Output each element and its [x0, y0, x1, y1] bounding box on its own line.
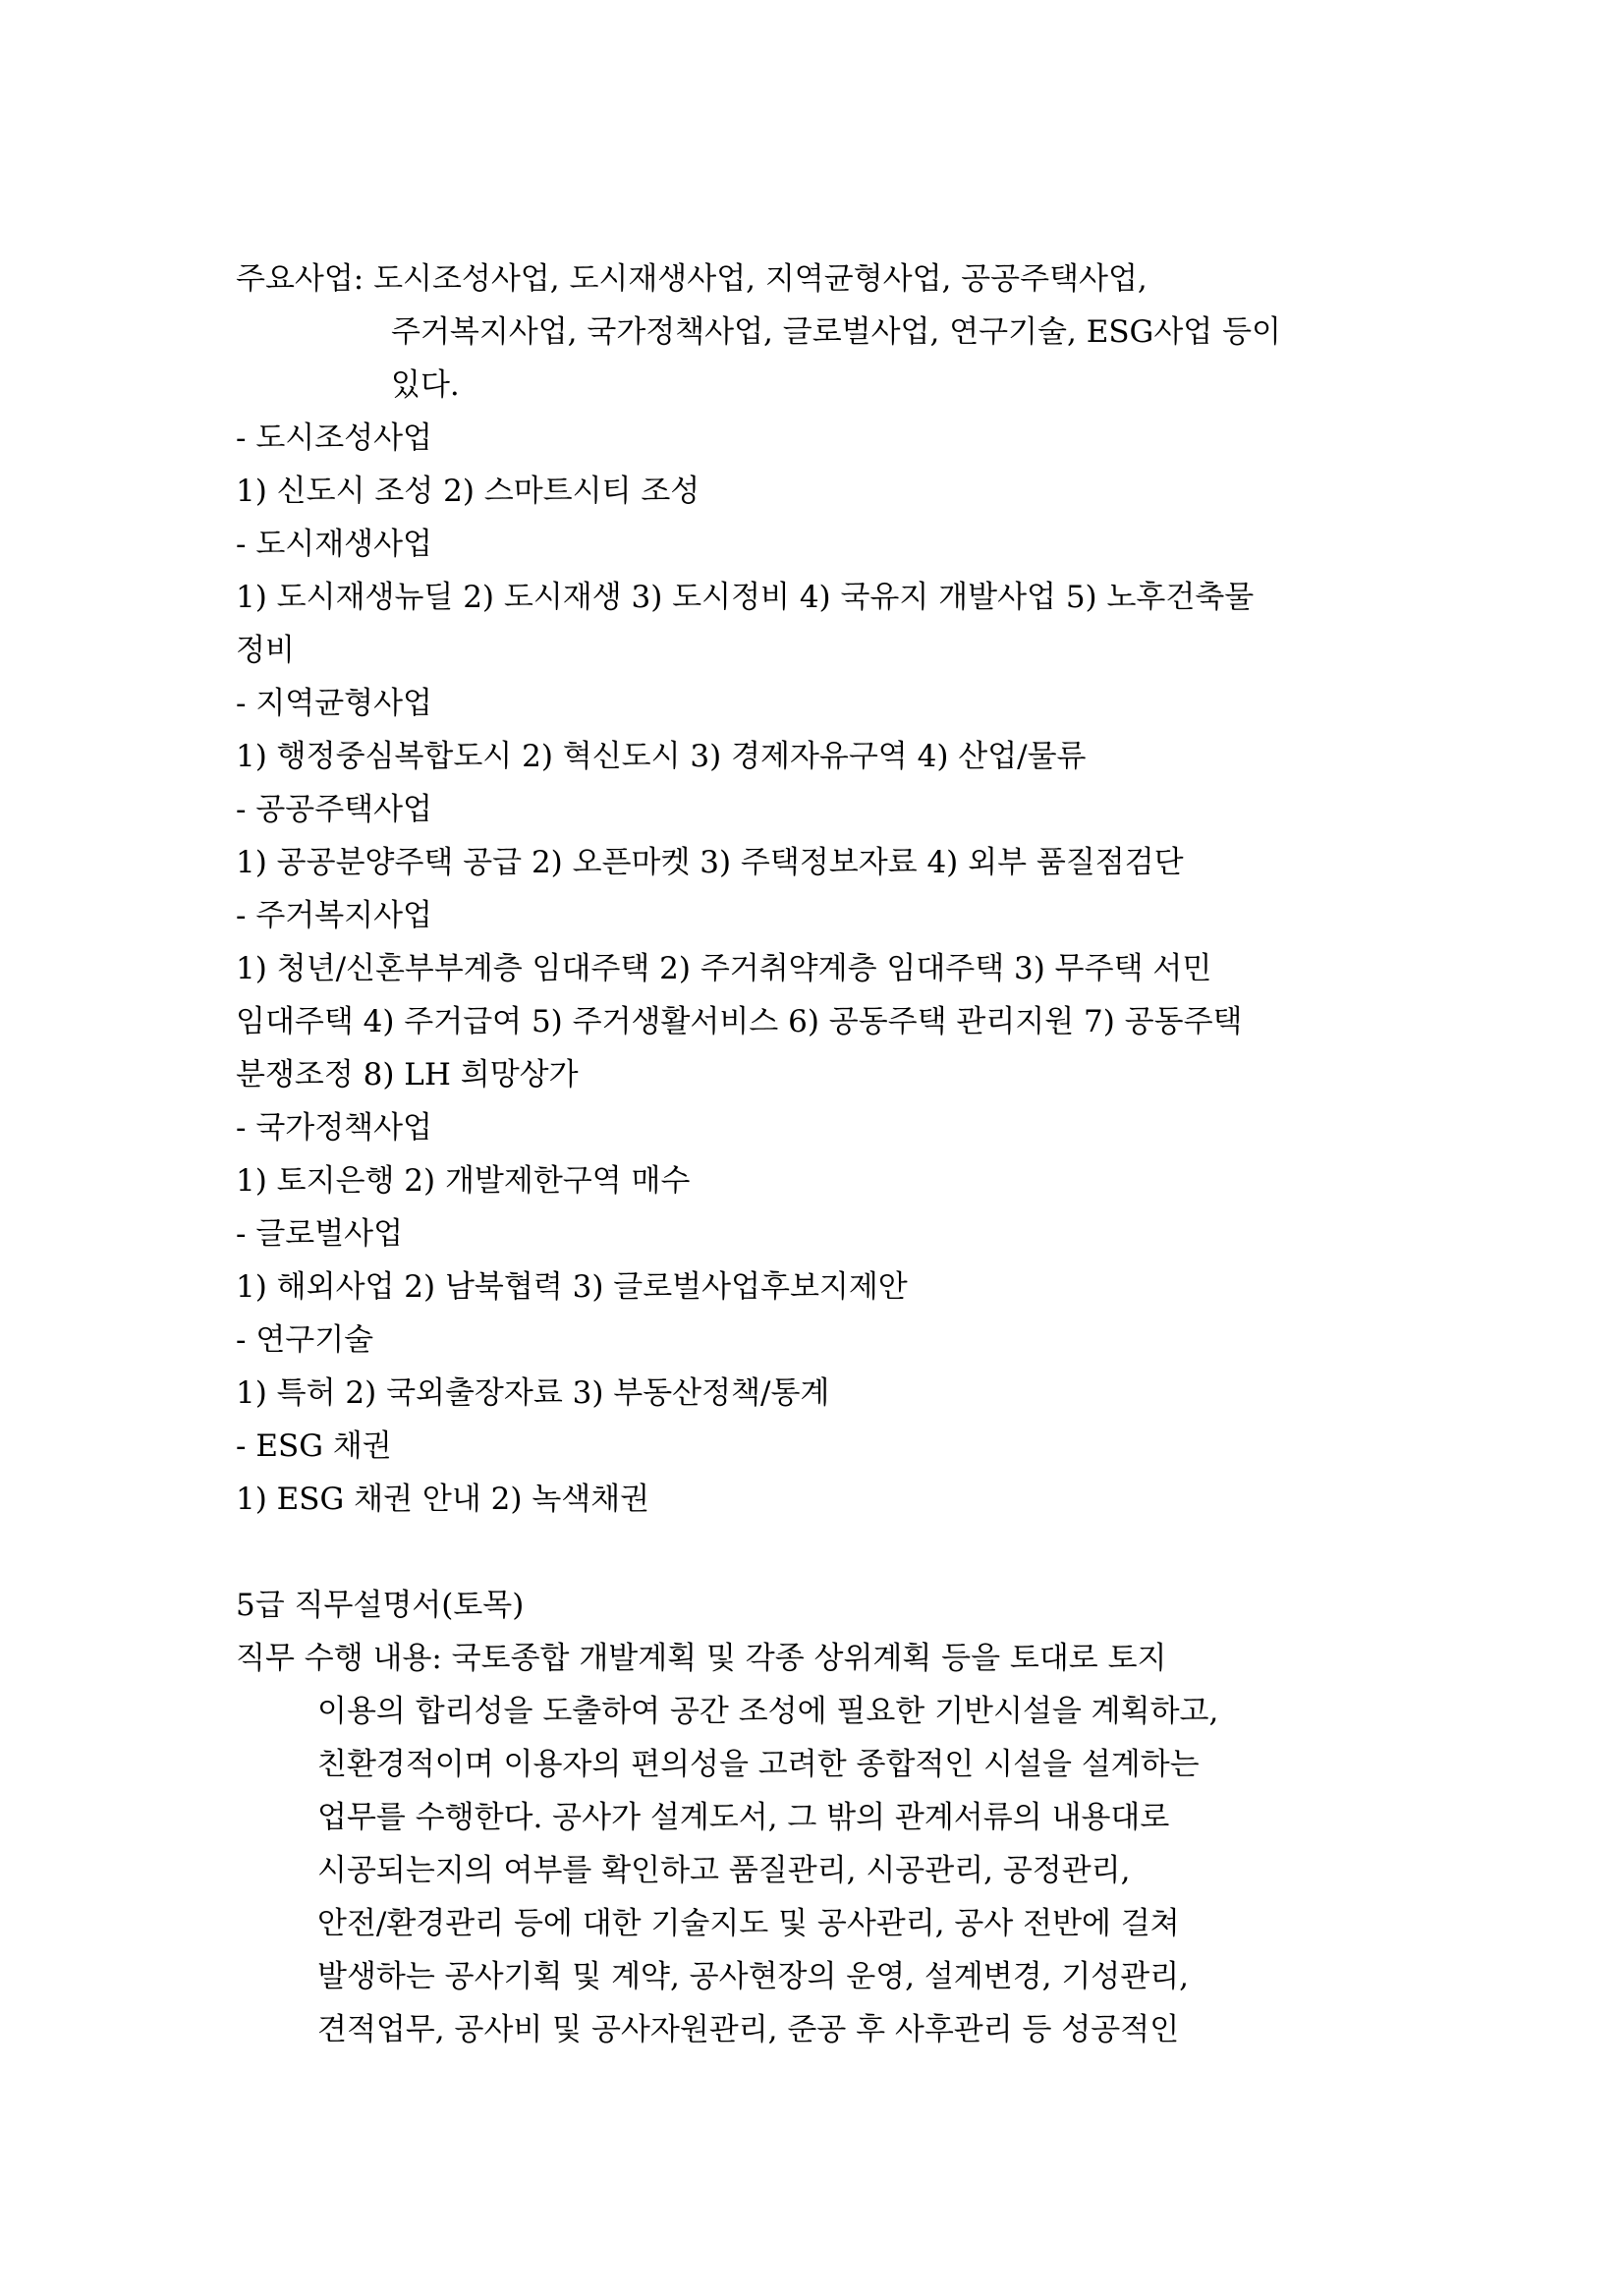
job-description-line: 발생하는 공사기획 및 계약, 공사현장의 운영, 설계변경, 기성관리,	[317, 1959, 1189, 1994]
section-heading: - 국가정책사업	[236, 1110, 433, 1146]
main-business-line: 주요사업: 도시조성사업, 도시재생사업, 지역균형사업, 공공주택사업,	[236, 261, 1148, 297]
section-heading: - 도시조성사업	[236, 420, 433, 456]
section-heading: - 주거복지사업	[236, 898, 433, 933]
job-description-line: 직무 수행 내용: 국토종합 개발계획 및 각종 상위계획 등을 토대로 토지	[236, 1641, 1167, 1676]
section-heading: - 연구기술	[236, 1322, 374, 1358]
job-description-line: 시공되는지의 여부를 확인하고 품질관리, 시공관리, 공정관리,	[317, 1853, 1131, 1888]
job-description-line: 안전/환경관리 등에 대한 기술지도 및 공사관리, 공사 전반에 걸쳐	[317, 1906, 1180, 1941]
list-item: 정비	[236, 633, 295, 668]
main-business-line: 있다.	[391, 367, 460, 403]
job-description-line: 친환경적이며 이용자의 편의성을 고려한 종합적인 시설을 설계하는	[317, 1747, 1200, 1782]
list-item: 1) 토지은행 2) 개발제한구역 매수	[236, 1163, 691, 1199]
job-description-title: 5급 직무설명서(토목)	[236, 1588, 525, 1623]
list-item: 1) 신도시 조성 2) 스마트시티 조성	[236, 474, 700, 509]
section-heading: - 지역균형사업	[236, 686, 433, 721]
list-item: 1) ESG 채권 안내 2) 녹색채권	[236, 1482, 650, 1517]
list-item: 1) 해외사업 2) 남북협력 3) 글로벌사업후보지제안	[236, 1269, 908, 1305]
list-item: 1) 특허 2) 국외출장자료 3) 부동산정책/통계	[236, 1375, 830, 1411]
section-heading: - 공공주택사업	[236, 792, 433, 827]
list-item: 1) 행정중심복합도시 2) 혁신도시 3) 경제자유구역 4) 산업/물류	[236, 739, 1087, 774]
list-item: 1) 도시재생뉴딜 2) 도시재생 3) 도시정비 4) 국유지 개발사업 5) 노후건축물	[236, 580, 1255, 615]
list-item: 임대주택 4) 주거급여 5) 주거생활서비스 6) 공동주택 관리지원 7) 공동주택	[236, 1004, 1243, 1039]
job-description-line: 업무를 수행한다. 공사가 설계도서, 그 밖의 관계서류의 내용대로	[317, 1800, 1170, 1835]
section-heading: - 도시재생사업	[236, 527, 433, 562]
section-heading: - 글로벌사업	[236, 1216, 404, 1252]
list-item: 1) 청년/신혼부부계층 임대주택 2) 주거취약계층 임대주택 3) 무주택 서민	[236, 951, 1212, 986]
job-description-line: 견적업무, 공사비 및 공사자원관리, 준공 후 사후관리 등 성공적인	[317, 2012, 1180, 2047]
section-heading: - ESG 채권	[236, 1428, 392, 1464]
main-business-line: 주거복지사업, 국가정책사업, 글로벌사업, 연구기술, ESG사업 등이	[391, 314, 1281, 350]
list-item: 1) 공공분양주택 공급 2) 오픈마켓 3) 주택정보자료 4) 외부 품질점검단	[236, 845, 1184, 880]
list-item: 분쟁조정 8) LH 희망상가	[236, 1057, 579, 1092]
job-description-line: 이용의 합리성을 도출하여 공간 조성에 필요한 기반시설을 계획하고,	[317, 1694, 1219, 1729]
